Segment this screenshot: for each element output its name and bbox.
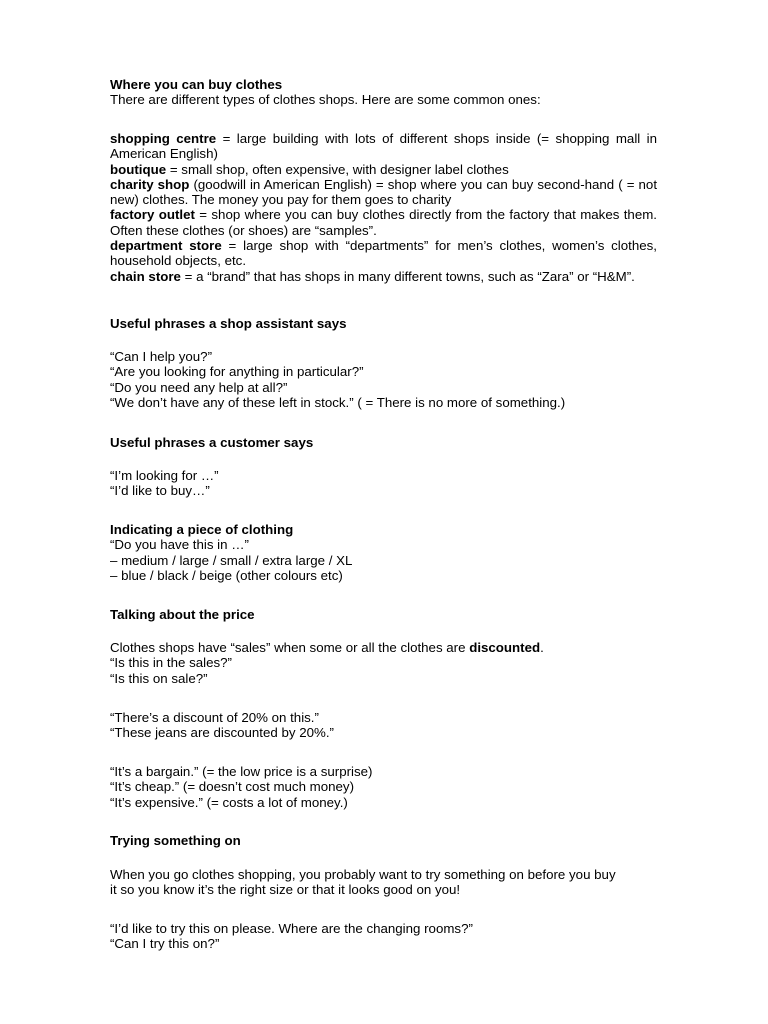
definition-item bbox=[110, 207, 657, 238]
definition-text: = shop where you can buy clothes directly from the factory that makes them. Often these clothes (or shoes) are “samples”. bbox=[110, 207, 657, 238]
price-opinion-list bbox=[110, 764, 657, 810]
trying-paragraph bbox=[110, 867, 657, 898]
shop-type-definitions bbox=[110, 131, 657, 284]
section-heading: Talking about the price bbox=[110, 607, 255, 622]
assistant-phrase-list bbox=[110, 349, 657, 410]
phrase-line: “It’s expensive.” (= costs a lot of money.) bbox=[110, 794, 348, 810]
definition-text: = small shop, often expensive, with designer label clothes bbox=[166, 161, 509, 177]
phrase-line: “Can I try this on?” bbox=[110, 936, 220, 952]
trying-phrase-list bbox=[110, 921, 657, 952]
phrase-line: “There’s a discount of 20% on this.” bbox=[110, 710, 319, 725]
section-assistant-phrases bbox=[110, 316, 657, 331]
sales-intro: Clothes shops have “sales” when some or all the clothes are discounted. bbox=[110, 640, 544, 655]
definition-text: (goodwill in American English) = shop where you can buy second-hand ( = not new) clothes. The money you pay for them goes to charity bbox=[110, 176, 658, 208]
intro-text: There are different types of clothes shops. Here are some common ones: bbox=[110, 92, 541, 108]
section-heading: Useful phrases a shop assistant says bbox=[110, 316, 347, 331]
phrase-line: “Can I help you?” bbox=[110, 349, 212, 364]
definition-term: department store bbox=[110, 238, 222, 254]
section-customer-phrases bbox=[110, 435, 657, 450]
phrase-line: “It’s a bargain.” (= the low price is a surprise) bbox=[110, 764, 373, 779]
section-heading: Indicating a piece of clothing bbox=[110, 522, 294, 537]
definition-term: chain store bbox=[110, 268, 181, 284]
phrase-line: “Do you need any help at all?” bbox=[110, 379, 288, 395]
phrase-line: “Are you looking for anything in particular?” bbox=[110, 364, 364, 380]
section-indicating-clothing bbox=[110, 522, 657, 583]
definition-item bbox=[110, 238, 657, 269]
phrase-line: “Is this on sale?” bbox=[110, 670, 208, 686]
section-price bbox=[110, 607, 657, 622]
phrase-line: “Is this in the sales?” bbox=[110, 655, 232, 671]
definition-text: = large building with lots of different shops inside (= shopping mall in American English) bbox=[110, 131, 657, 162]
section-trying-on bbox=[110, 833, 657, 848]
definition-term: boutique bbox=[110, 161, 167, 177]
discounted-term: discounted bbox=[469, 640, 541, 655]
section-heading: Trying something on bbox=[110, 833, 241, 848]
definition-term: shopping centre bbox=[110, 131, 217, 146]
definition-item bbox=[110, 131, 657, 162]
paragraph-line: When you go clothes shopping, you probably want to try something on before you buy bbox=[110, 867, 616, 882]
phrase-line: – medium / large / small / extra large / XL bbox=[110, 552, 353, 568]
phrase-line: – blue / black / beige (other colours etc) bbox=[110, 567, 343, 583]
phrase-line: “I’m looking for …” bbox=[110, 468, 219, 483]
phrase-line: “I’d like to try this on please. Where are the changing rooms?” bbox=[110, 921, 473, 936]
phrase-line: “Do you have this in …” bbox=[110, 537, 249, 553]
discount-phrase-list bbox=[110, 710, 657, 741]
phrase-line: “I’d like to buy…” bbox=[110, 483, 210, 499]
section-heading: Where you can buy clothes bbox=[110, 77, 283, 92]
section-heading: Useful phrases a customer says bbox=[110, 435, 314, 450]
definition-item bbox=[110, 269, 657, 284]
section-where-to-buy bbox=[110, 77, 657, 108]
definition-item bbox=[110, 177, 657, 208]
definition-term: charity shop bbox=[110, 176, 190, 192]
definition-term: factory outlet bbox=[110, 207, 195, 223]
phrase-line: “We don’t have any of these left in stock.” ( = There is no more of something.) bbox=[110, 394, 566, 410]
phrase-line: “These jeans are discounted by 20%.” bbox=[110, 725, 334, 741]
phrase-line: “It’s cheap.” (= doesn’t cost much money) bbox=[110, 779, 355, 795]
paragraph-line: it so you know it’s the right size or that it looks good on you! bbox=[110, 882, 461, 898]
definition-text: = a “brand” that has shops in many different towns, such as “Zara” or “H&M”. bbox=[180, 268, 635, 284]
customer-phrase-list bbox=[110, 468, 657, 499]
definition-item bbox=[110, 162, 657, 177]
definition-text: = large shop with “departments” for men’s clothes, women’s clothes, household objects, etc. bbox=[110, 238, 657, 269]
sales-paragraph bbox=[110, 640, 657, 686]
